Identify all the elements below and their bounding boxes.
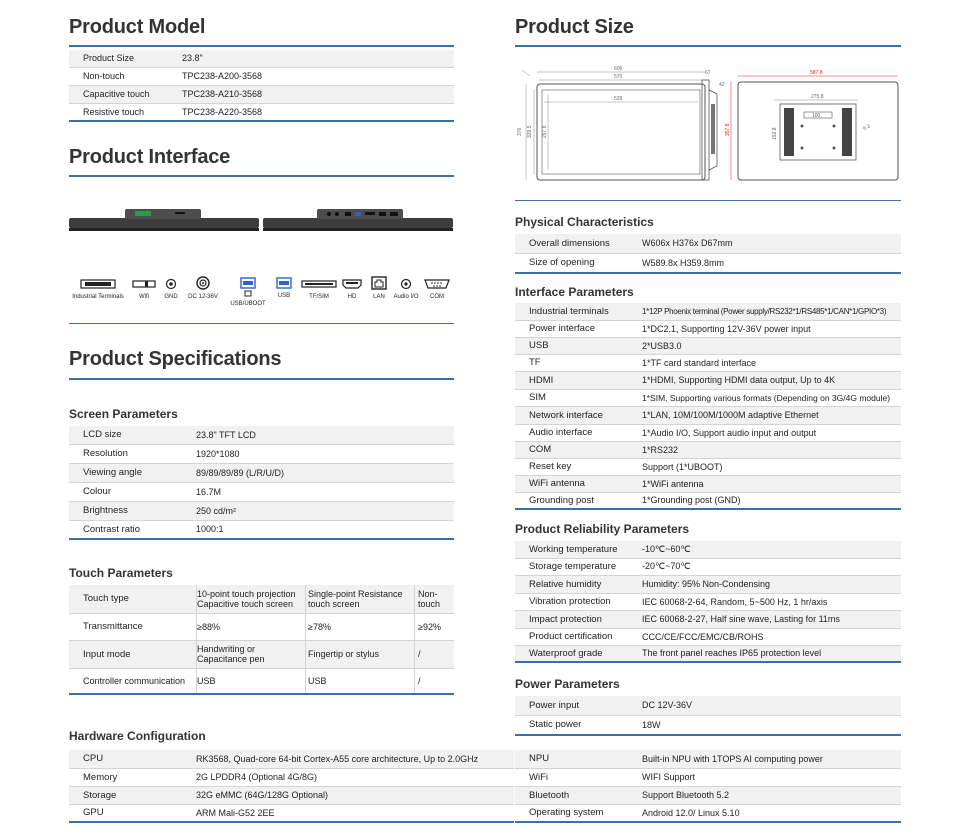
row-value: ≥92% [415,613,455,640]
port-label: COM [430,294,444,300]
row-value: IEC 60068-2-64, Random, 5~500 Hz, 1 hr/axis [642,593,901,610]
product-specifications-title: Product Specifications [69,348,282,370]
row-value: Android 12.0/ Linux 5.10 [642,804,901,822]
table-row [515,768,901,786]
row-value: 1*SIM, Supporting various formats (Depending on 3G/4G module) [642,389,901,406]
row-label: Product Size [69,50,182,67]
dim-side-depth-2: 42 [719,82,725,88]
port-label: LAN [373,294,385,300]
table-row [69,444,454,463]
table-row [69,501,454,520]
audio-jack-icon [400,278,412,290]
product-model-rule [69,45,454,47]
row-label: NPU [515,750,642,768]
row-value: IEC 60068-2-27, Half sine wave, Lasting for 11ms [642,610,901,628]
row-value: TPC238-A200-3568 [182,67,454,85]
row-label: Memory [69,768,196,786]
row-label: Working temperature [515,541,642,558]
row-label: GPU [69,804,196,822]
table-row [515,458,901,475]
dim-back-small: 6.3 [862,123,872,132]
row-label: USB [515,337,642,354]
row-label: Waterproof grade [515,645,642,662]
port-label: Audio I/O [393,294,419,300]
table-row [515,610,901,628]
port-label: Wifi [139,294,149,300]
table-row [515,389,901,406]
row-value: WIFI Support [642,768,901,786]
row-label: LCD size [69,426,196,444]
table-row [515,715,901,735]
row-value: DC 12V-36V [642,696,901,715]
row-label: WiFi [515,768,642,786]
row-value: 1*12P Phoenix terminal (Power supply/RS232*1/RS485*1/CAN*1/GPIO*3) [642,303,901,320]
row-value: ≥78% [306,613,415,640]
port-label: GND [164,294,178,300]
row-value: 18W [642,715,901,735]
row-value: 1*LAN, 10M/100M/1000M adaptive Ethernet [642,406,901,424]
row-label: Controller communication [69,668,197,694]
row-label: WiFi antenna [515,475,642,492]
product-model-title: Product Model [69,16,206,38]
row-value: 1*Grounding post (GND) [642,492,901,509]
product-size-title: Product Size [515,16,634,38]
table-row [515,253,901,273]
row-label: Colour [69,482,196,501]
product-interface-bottom-rule [69,323,454,324]
dim-back-height-2: 192.8 [772,127,778,140]
table-row [515,628,901,645]
wifi-antenna-icon [132,278,156,290]
dim-front-height-3: 297.8 [542,125,548,138]
row-value: USB [197,668,306,694]
row-label: Storage [69,786,196,804]
row-value: 1920*1080 [196,444,454,463]
row-value: 10-point touch projection Capacitive touch screen [197,585,306,613]
table-row [515,750,901,768]
row-label: Grounding post [515,492,642,509]
table-row [69,804,514,822]
row-value: 1*RS232 [642,441,901,458]
table-row [69,85,454,103]
table-row [515,575,901,593]
row-value: The front panel reaches IP65 protection level [642,645,901,662]
row-label: Reset key [515,458,642,475]
table-row [515,558,901,575]
row-value: 250 cd/m² [196,501,454,520]
row-value: USB [306,668,415,694]
row-label: HDMI [515,371,642,389]
row-value: Built-in NPU with 1TOPS AI computing power [642,750,901,768]
port-usb [272,277,296,299]
row-value: 1*DC2.1, Supporting 12V-36V power input [642,320,901,337]
row-value: 1*TF card standard interface [642,354,901,371]
port-audio [392,278,420,300]
row-label: Touch type [69,585,197,613]
terminal-block-icon [80,278,116,290]
row-label: Relative humidity [515,575,642,593]
port-dc [184,276,222,300]
device-side-profile-image [67,203,457,235]
hardware-configuration-title: Hardware Configuration [69,729,206,743]
row-value: W606x H376x D67mm [642,234,901,253]
port-usb-uboot [226,277,270,307]
row-label: Static power [515,715,642,735]
row-value: Single-point Resistance touch screen [306,585,415,613]
row-label: Resistive touch [69,103,182,121]
table-row [69,613,454,640]
table-row [69,463,454,482]
port-label: TF/SIM [309,294,329,300]
table-row [515,541,901,558]
row-label: Power interface [515,320,642,337]
table-row [69,50,454,67]
product-model-table [69,50,454,122]
row-label: Network interface [515,406,642,424]
table-row [515,234,901,253]
row-value: 89/89/89/89 (L/R/U/D) [196,463,454,482]
physical-characteristics-title: Physical Characteristics [515,215,654,229]
row-label: Industrial terminals [515,303,642,320]
dim-back-vesa: 100 [812,113,821,119]
row-value: CCC/CE/FCC/EMC/CB/ROHS [642,628,901,645]
screen-parameters-title: Screen Parameters [69,407,178,421]
product-specifications-rule [69,378,454,380]
row-value: TPC238-A210-3568 [182,85,454,103]
table-row [515,406,901,424]
table-row [515,320,901,337]
table-row [515,593,901,610]
row-label: CPU [69,750,196,768]
row-label: Operating system [515,804,642,822]
row-value: Non-touch [415,585,455,613]
row-value: 32G eMMC (64G/128G Optional) [196,786,514,804]
row-value: 23.8" [182,50,454,67]
port-label: DC 12-36V [188,294,218,300]
com-port-icon [424,278,450,290]
table-row [515,354,901,371]
port-tf-sim [300,278,338,300]
row-label: Product certification [515,628,642,645]
dim-back-inner: 275.8 [811,94,824,100]
row-label: Contrast ratio [69,520,196,539]
row-label: Bluetooth [515,786,642,804]
table-row [515,786,901,804]
dim-front-view: 528 [614,96,623,102]
port-com [422,278,452,300]
product-interface-title: Product Interface [69,146,231,168]
dim-front-height: 376 [517,127,523,136]
table-row [515,475,901,492]
table-row [69,668,454,694]
row-value: -20℃~70℃ [642,558,901,575]
row-label: Impact protection [515,610,642,628]
row-label: Overall dimensions [515,234,642,253]
hardware-table-right [515,750,901,823]
port-wifi [131,278,157,300]
row-label: Brightness [69,501,196,520]
row-label: Input mode [69,640,197,668]
row-value: 16.7M [196,482,454,501]
row-label: Size of opening [515,253,642,273]
usb-port-icon [276,277,292,289]
row-value: ≥88% [197,613,306,640]
table-row [69,482,454,501]
tf-sim-slot-icon [301,278,337,290]
table-row [515,441,901,458]
port-label: HD [347,294,357,300]
row-label: Audio interface [515,424,642,441]
row-value: TPC238-A220-3568 [182,103,454,121]
table-row [515,337,901,354]
row-value: 1000:1 [196,520,454,539]
interface-parameters-title: Interface Parameters [515,285,634,299]
back-view-drawing [725,70,898,180]
dc-jack-icon [195,276,211,290]
power-parameters-table [515,696,901,736]
table-row [69,103,454,121]
product-size-rule [515,45,901,47]
row-value: RK3568, Quad-core 64-bit Cortex-A55 core architecture, Up to 2.0GHz [196,750,514,768]
row-value: 1*HDMI, Supporting HDMI data output, Up to 4K [642,371,901,389]
row-value: / [415,640,455,668]
physical-characteristics-table [515,234,901,274]
hdmi-port-icon [342,278,362,290]
product-size-drawing [512,64,904,186]
port-label: USB/UBOOT [230,301,266,307]
row-value: / [415,668,455,694]
row-label: Capacitive touch [69,85,182,103]
row-value: Fingertip or stylus [306,640,415,668]
row-value: Support (1*UBOOT) [642,458,901,475]
table-row [69,768,514,786]
row-label: Vibration protection [515,593,642,610]
port-industrial-terminals [67,278,129,300]
table-row [69,750,514,768]
row-label: COM [515,441,642,458]
table-row [515,804,901,822]
table-row [69,520,454,539]
row-value: Handwriting or Capacitance pen [197,640,306,668]
row-value: 2G LPDDR4 (Optional 4G/8G) [196,768,514,786]
dim-back-height: 357.8 [725,123,731,136]
dim-side-depth: 67 [705,70,711,76]
table-row [69,585,454,613]
screen-parameters-table [69,426,454,540]
row-value: W589.8x H359.8mm [642,253,901,273]
usb-uboot-icon [240,277,256,297]
row-value: Support Bluetooth 5.2 [642,786,901,804]
touch-parameters-table [69,585,454,695]
row-value: Humidity: 95% Non-Condensing [642,575,901,593]
row-value: 1*WiFi antenna [642,475,901,492]
dim-back-width: 587.8 [810,70,823,76]
front-view-drawing [517,66,705,180]
table-row [515,696,901,715]
product-size-bottom-rule [515,200,901,201]
dim-front-inner: 570 [614,74,623,80]
port-hdmi [340,278,364,300]
dim-front-width: 606 [614,66,623,72]
port-gnd [159,278,183,300]
ground-post-icon [165,278,177,290]
row-value: 2*USB3.0 [642,337,901,354]
table-row [515,303,901,320]
row-label: Transmittance [69,613,197,640]
row-label: Power input [515,696,642,715]
power-parameters-title: Power Parameters [515,677,620,691]
reliability-parameters-title: Product Reliability Parameters [515,522,690,536]
table-row [515,424,901,441]
row-label: TF [515,354,642,371]
table-row [69,426,454,444]
row-value: -10℃~60℃ [642,541,901,558]
row-label: Resolution [69,444,196,463]
row-label: SIM [515,389,642,406]
interface-parameters-table [515,303,901,510]
product-interface-rule [69,175,454,177]
table-row [515,492,901,509]
hardware-table-left [69,750,514,823]
port-lan [368,276,390,300]
row-value: 23.8" TFT LCD [196,426,454,444]
table-row [69,786,514,804]
touch-parameters-title: Touch Parameters [69,566,173,580]
row-label: Non-touch [69,67,182,85]
port-label: USB [277,293,291,299]
dim-front-height-2: 339.5 [527,125,533,138]
table-row [69,67,454,85]
row-value: 1*Audio I/O, Support audio input and output [642,424,901,441]
lan-port-icon [371,276,387,290]
reliability-parameters-table [515,541,901,663]
port-label: Industrial Terminals [72,294,124,300]
table-row [515,645,901,662]
row-label: Viewing angle [69,463,196,482]
row-value: ARM Mali-G52 2EE [196,804,514,822]
row-label: Storage temperature [515,558,642,575]
table-row [69,640,454,668]
table-row [515,371,901,389]
